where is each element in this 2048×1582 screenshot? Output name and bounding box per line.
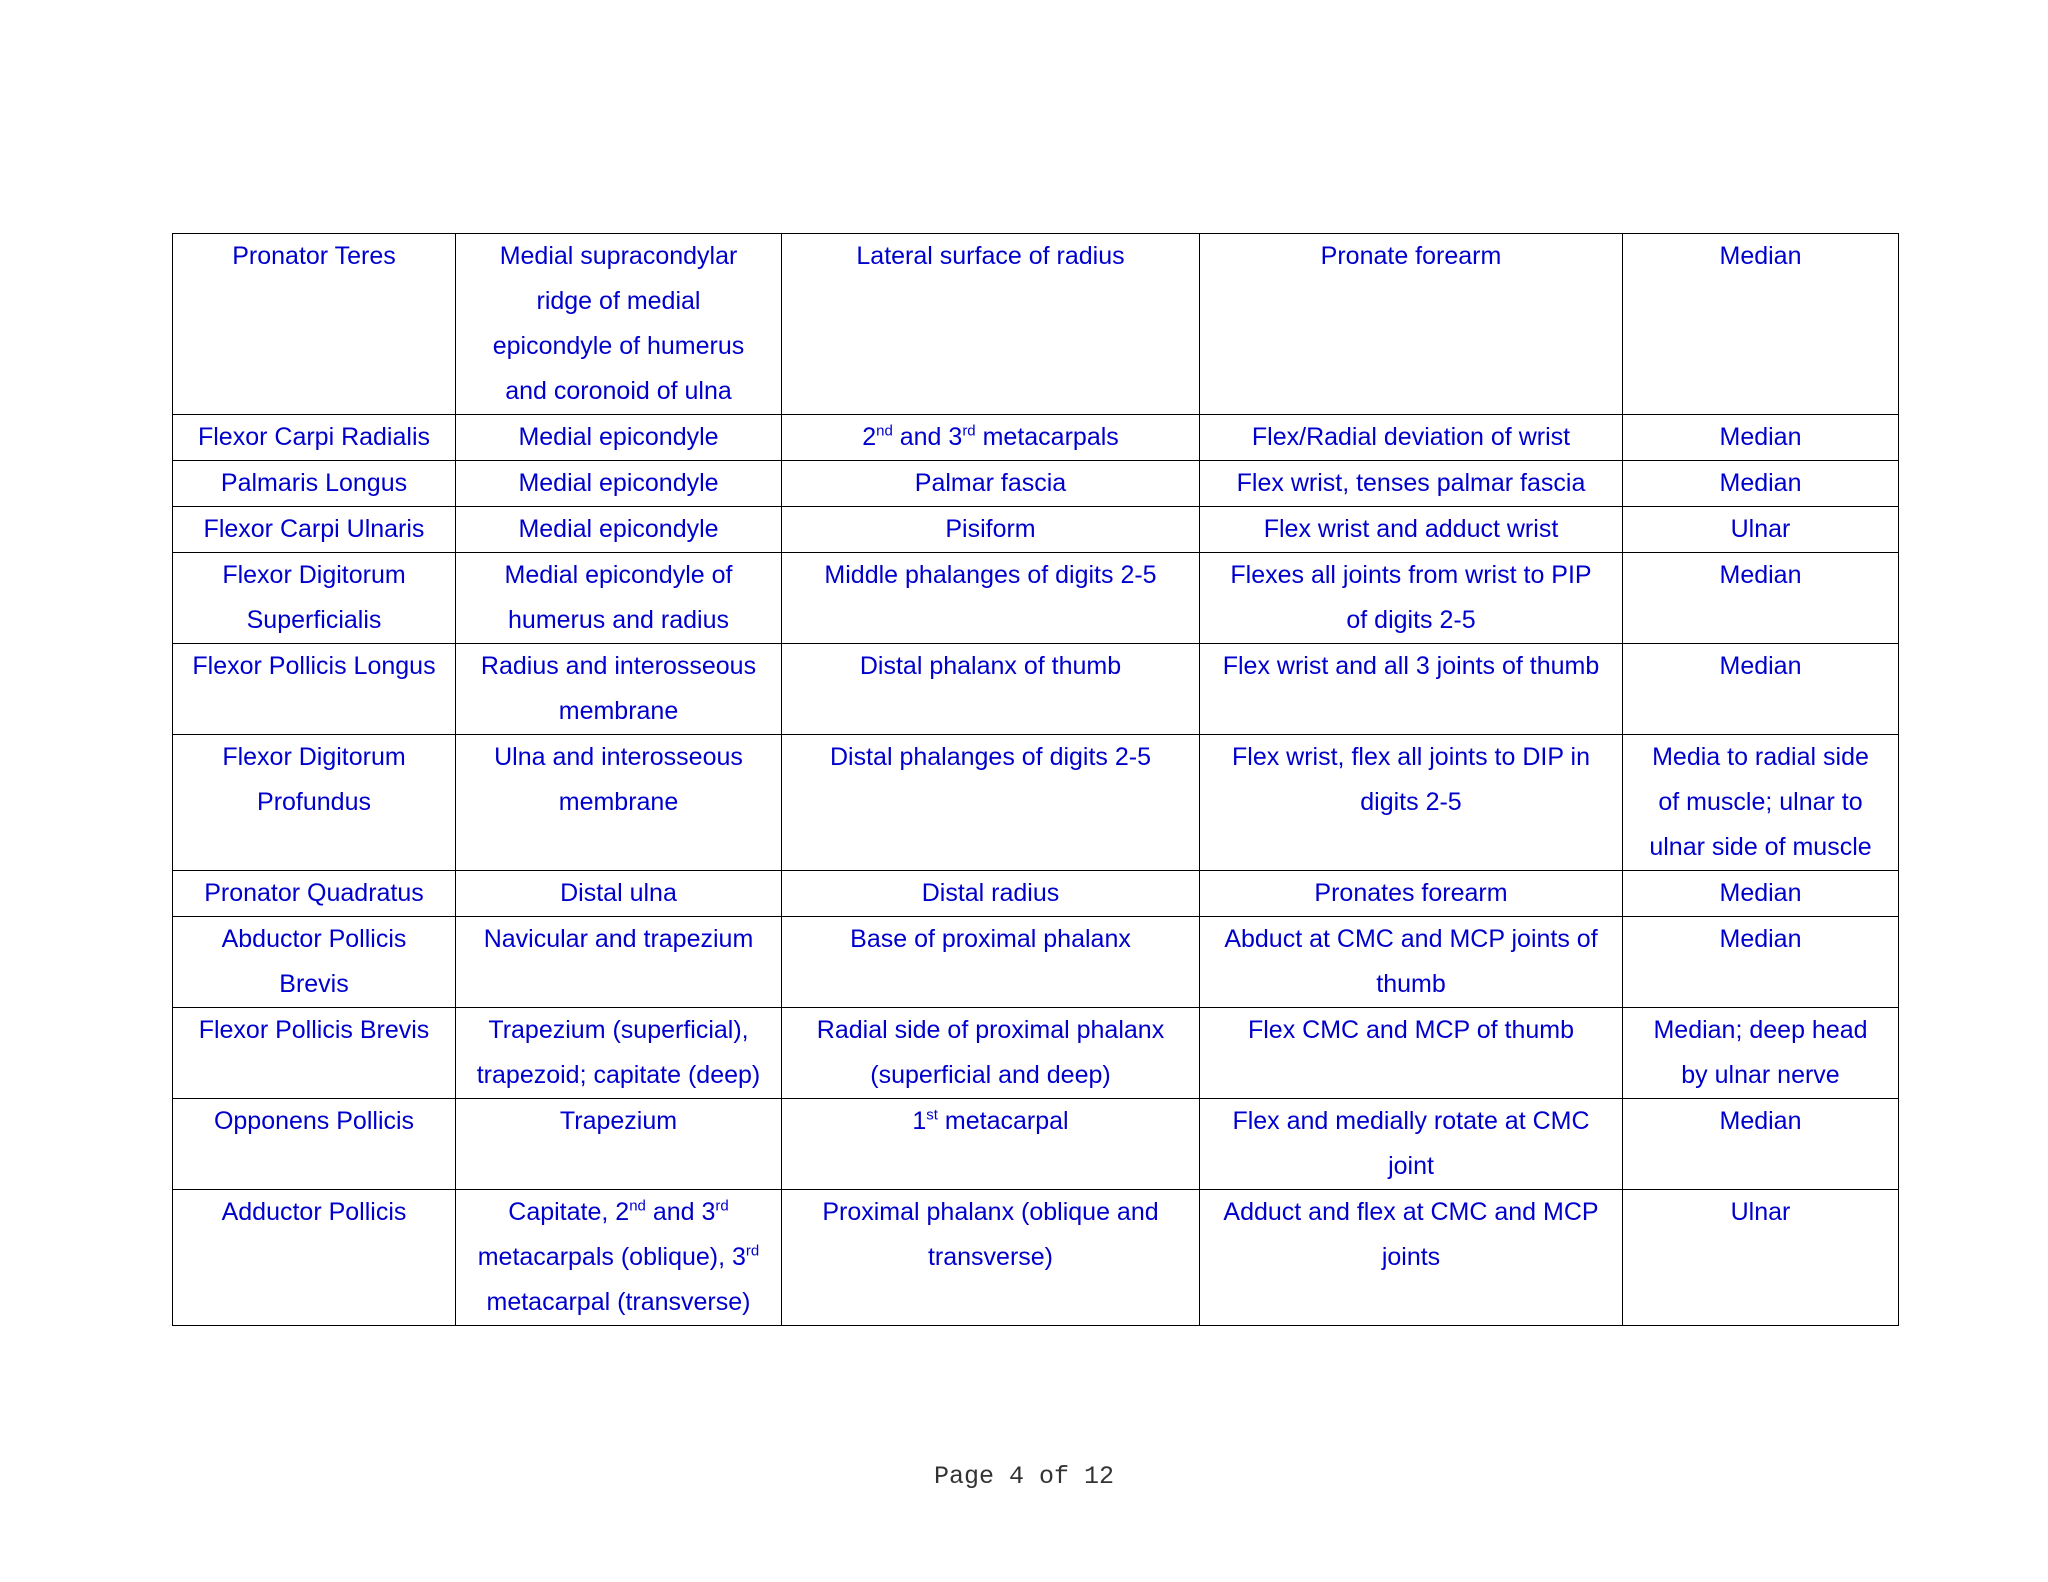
cell-text: Profundus	[257, 788, 371, 816]
muscle-name-cell	[173, 553, 456, 644]
superscript: rd	[745, 1242, 760, 1260]
cell-text: Palmaris Longus	[220, 469, 408, 497]
muscle-name-cell	[173, 415, 456, 461]
action-cell	[1200, 644, 1623, 735]
cell-text: Capitate, 2	[508, 1198, 630, 1226]
cell-text: Lateral surface of radius	[856, 242, 1125, 270]
insertion-cell	[782, 735, 1200, 871]
cell-text: Pronator Quadratus	[204, 879, 424, 907]
table-row	[173, 1190, 1899, 1326]
origin-cell	[456, 644, 782, 735]
cell-text: Flexor Carpi Radialis	[197, 423, 431, 451]
table-row	[173, 234, 1899, 415]
cell-text: and coronoid of ulna	[505, 377, 732, 405]
cell-text: Abductor Pollicis	[221, 925, 407, 953]
action-cell	[1200, 917, 1623, 1008]
cell-text: Pronator Teres	[232, 242, 396, 270]
cell-text: Superficialis	[246, 606, 382, 634]
table-row	[173, 644, 1899, 735]
cell-text: Palmar fascia	[914, 469, 1067, 497]
cell-text: by ulnar nerve	[1681, 1061, 1840, 1089]
table-row	[173, 553, 1899, 644]
page-number: Page 4 of 12	[933, 1462, 1115, 1491]
cell-text: Flexor Digitorum	[222, 743, 406, 771]
insertion-cell	[782, 507, 1200, 553]
cell-text: of muscle; ulnar to	[1658, 788, 1863, 816]
cell-text: Median	[1719, 242, 1802, 270]
action-cell	[1200, 735, 1623, 871]
superscript: rd	[962, 422, 976, 440]
cell-text: Median	[1719, 423, 1802, 451]
superscript: nd	[876, 422, 893, 440]
muscle-name-cell	[173, 644, 456, 735]
cell-text: 1	[912, 1107, 927, 1135]
innervation-cell	[1623, 1190, 1899, 1326]
cell-text: Ulnar	[1730, 515, 1791, 543]
action-cell	[1200, 461, 1623, 507]
cell-text: metacarpals	[975, 423, 1119, 451]
superscript: st	[926, 1106, 938, 1124]
cell-text: Median	[1719, 469, 1802, 497]
cell-text: Opponens Pollicis	[213, 1107, 415, 1135]
insertion-cell	[782, 415, 1200, 461]
cell-text: of digits 2-5	[1346, 606, 1476, 634]
origin-cell	[456, 461, 782, 507]
cell-text: Adduct and flex at CMC and MCP	[1223, 1198, 1599, 1226]
innervation-cell	[1623, 1008, 1899, 1099]
cell-text: metacarpal (transverse)	[486, 1288, 751, 1316]
origin-cell	[456, 917, 782, 1008]
cell-text: Median	[1719, 652, 1802, 680]
muscle-name-cell	[173, 1099, 456, 1190]
innervation-cell	[1623, 415, 1899, 461]
cell-text: Navicular and trapezium	[483, 925, 754, 953]
cell-text: Pronates forearm	[1314, 879, 1508, 907]
cell-text: Distal phalanx of thumb	[859, 652, 1122, 680]
insertion-cell	[782, 871, 1200, 917]
insertion-cell	[782, 644, 1200, 735]
muscle-table	[172, 233, 1899, 1326]
cell-text: Medial supracondylar	[499, 242, 738, 270]
cell-text: humerus and radius	[508, 606, 729, 634]
cell-text: Flex wrist and all 3 joints of thumb	[1222, 652, 1600, 680]
cell-text: Distal ulna	[560, 879, 677, 907]
innervation-cell	[1623, 553, 1899, 644]
insertion-cell	[782, 1099, 1200, 1190]
cell-text: Flexor Pollicis Brevis	[198, 1016, 430, 1044]
origin-cell	[456, 871, 782, 917]
cell-text: Adductor Pollicis	[221, 1198, 407, 1226]
cell-text: transverse)	[927, 1243, 1054, 1271]
cell-text: and 3	[645, 1198, 716, 1226]
origin-cell	[456, 415, 782, 461]
cell-text: digits 2-5	[1360, 788, 1462, 816]
action-cell	[1200, 234, 1623, 415]
cell-text: membrane	[558, 788, 679, 816]
innervation-cell	[1623, 461, 1899, 507]
cell-text: Flex wrist and adduct wrist	[1263, 515, 1559, 543]
table-row	[173, 461, 1899, 507]
muscle-name-cell	[173, 1008, 456, 1099]
action-cell	[1200, 871, 1623, 917]
cell-text: Middle phalanges of digits 2-5	[824, 561, 1157, 589]
muscle-name-cell	[173, 871, 456, 917]
cell-text: Trapezium (superficial),	[488, 1016, 749, 1044]
origin-cell	[456, 553, 782, 644]
origin-cell	[456, 507, 782, 553]
cell-text: Distal radius	[921, 879, 1060, 907]
cell-text: ridge of medial	[536, 287, 701, 315]
cell-text: Proximal phalanx (oblique and	[822, 1198, 1159, 1226]
cell-text: Flexor Pollicis Longus	[192, 652, 436, 680]
insertion-cell	[782, 234, 1200, 415]
table-row	[173, 1008, 1899, 1099]
muscle-table-body	[173, 234, 1899, 1326]
muscle-name-cell	[173, 735, 456, 871]
innervation-cell	[1623, 644, 1899, 735]
innervation-cell	[1623, 234, 1899, 415]
cell-text: Median; deep head	[1653, 1016, 1868, 1044]
cell-text: Media to radial side	[1652, 743, 1869, 771]
muscle-name-cell	[173, 461, 456, 507]
action-cell	[1200, 553, 1623, 644]
cell-text: Flexor Digitorum	[222, 561, 406, 589]
cell-text: metacarpals (oblique), 3	[477, 1243, 746, 1271]
cell-text: Abduct at CMC and MCP joints of	[1224, 925, 1598, 953]
superscript: rd	[715, 1197, 729, 1215]
origin-cell	[456, 1008, 782, 1099]
cell-text: Flex wrist, flex all joints to DIP in	[1232, 743, 1590, 771]
cell-text: Median	[1719, 561, 1802, 589]
cell-text: thumb	[1376, 970, 1446, 998]
cell-text: Flex wrist, tenses palmar fascia	[1236, 469, 1586, 497]
table-row	[173, 917, 1899, 1008]
insertion-cell	[782, 1190, 1200, 1326]
insertion-cell	[782, 917, 1200, 1008]
cell-text: Trapezium	[559, 1107, 678, 1135]
table-row	[173, 415, 1899, 461]
cell-text: joint	[1388, 1152, 1434, 1180]
innervation-cell	[1623, 507, 1899, 553]
cell-text: membrane	[558, 697, 679, 725]
origin-cell	[456, 1099, 782, 1190]
cell-text: Medial epicondyle	[518, 423, 719, 451]
table-row	[173, 507, 1899, 553]
cell-text: and 3	[892, 423, 963, 451]
cell-text: Flex and medially rotate at CMC	[1232, 1107, 1590, 1135]
origin-cell	[456, 1190, 782, 1326]
innervation-cell	[1623, 735, 1899, 871]
table-row	[173, 1099, 1899, 1190]
cell-text: Flexes all joints from wrist to PIP	[1230, 561, 1592, 589]
cell-text: Radial side of proximal phalanx	[816, 1016, 1165, 1044]
cell-text: epicondyle of humerus	[492, 332, 745, 360]
cell-text: Medial epicondyle of	[504, 561, 733, 589]
table-row	[173, 735, 1899, 871]
cell-text: trapezoid; capitate (deep)	[476, 1061, 761, 1089]
cell-text: Medial epicondyle	[518, 515, 719, 543]
muscle-name-cell	[173, 1190, 456, 1326]
cell-text: Pisiform	[945, 515, 1036, 543]
action-cell	[1200, 1008, 1623, 1099]
cell-text: Pronate forearm	[1320, 242, 1502, 270]
cell-text: Median	[1719, 879, 1802, 907]
action-cell	[1200, 415, 1623, 461]
innervation-cell	[1623, 1099, 1899, 1190]
cell-text: Flex CMC and MCP of thumb	[1247, 1016, 1575, 1044]
insertion-cell	[782, 553, 1200, 644]
cell-text: Median	[1719, 1107, 1802, 1135]
cell-text: Radius and interosseous	[480, 652, 757, 680]
innervation-cell	[1623, 917, 1899, 1008]
cell-text: Flexor Carpi Ulnaris	[203, 515, 425, 543]
insertion-cell	[782, 461, 1200, 507]
muscle-name-cell	[173, 234, 456, 415]
cell-text: Medial epicondyle	[518, 469, 719, 497]
table-row	[173, 871, 1899, 917]
origin-cell	[456, 735, 782, 871]
muscle-name-cell	[173, 507, 456, 553]
action-cell	[1200, 507, 1623, 553]
cell-text: Median	[1719, 925, 1802, 953]
origin-cell	[456, 234, 782, 415]
action-cell	[1200, 1099, 1623, 1190]
insertion-cell	[782, 1008, 1200, 1099]
cell-text: Distal phalanges of digits 2-5	[829, 743, 1152, 771]
action-cell	[1200, 1190, 1623, 1326]
cell-text: Ulnar	[1730, 1198, 1791, 1226]
cell-text: joints	[1381, 1243, 1441, 1271]
muscle-name-cell	[173, 917, 456, 1008]
innervation-cell	[1623, 871, 1899, 917]
cell-text: ulnar side of muscle	[1649, 833, 1872, 861]
superscript: nd	[629, 1197, 646, 1215]
cell-text: Ulna and interosseous	[494, 743, 743, 771]
cell-text: metacarpal	[937, 1107, 1069, 1135]
cell-text: (superficial and deep)	[870, 1061, 1111, 1089]
cell-text: Brevis	[279, 970, 349, 998]
cell-text: Flex/Radial deviation of wrist	[1251, 423, 1571, 451]
cell-text: 2	[862, 423, 877, 451]
cell-text: Base of proximal phalanx	[850, 925, 1131, 953]
